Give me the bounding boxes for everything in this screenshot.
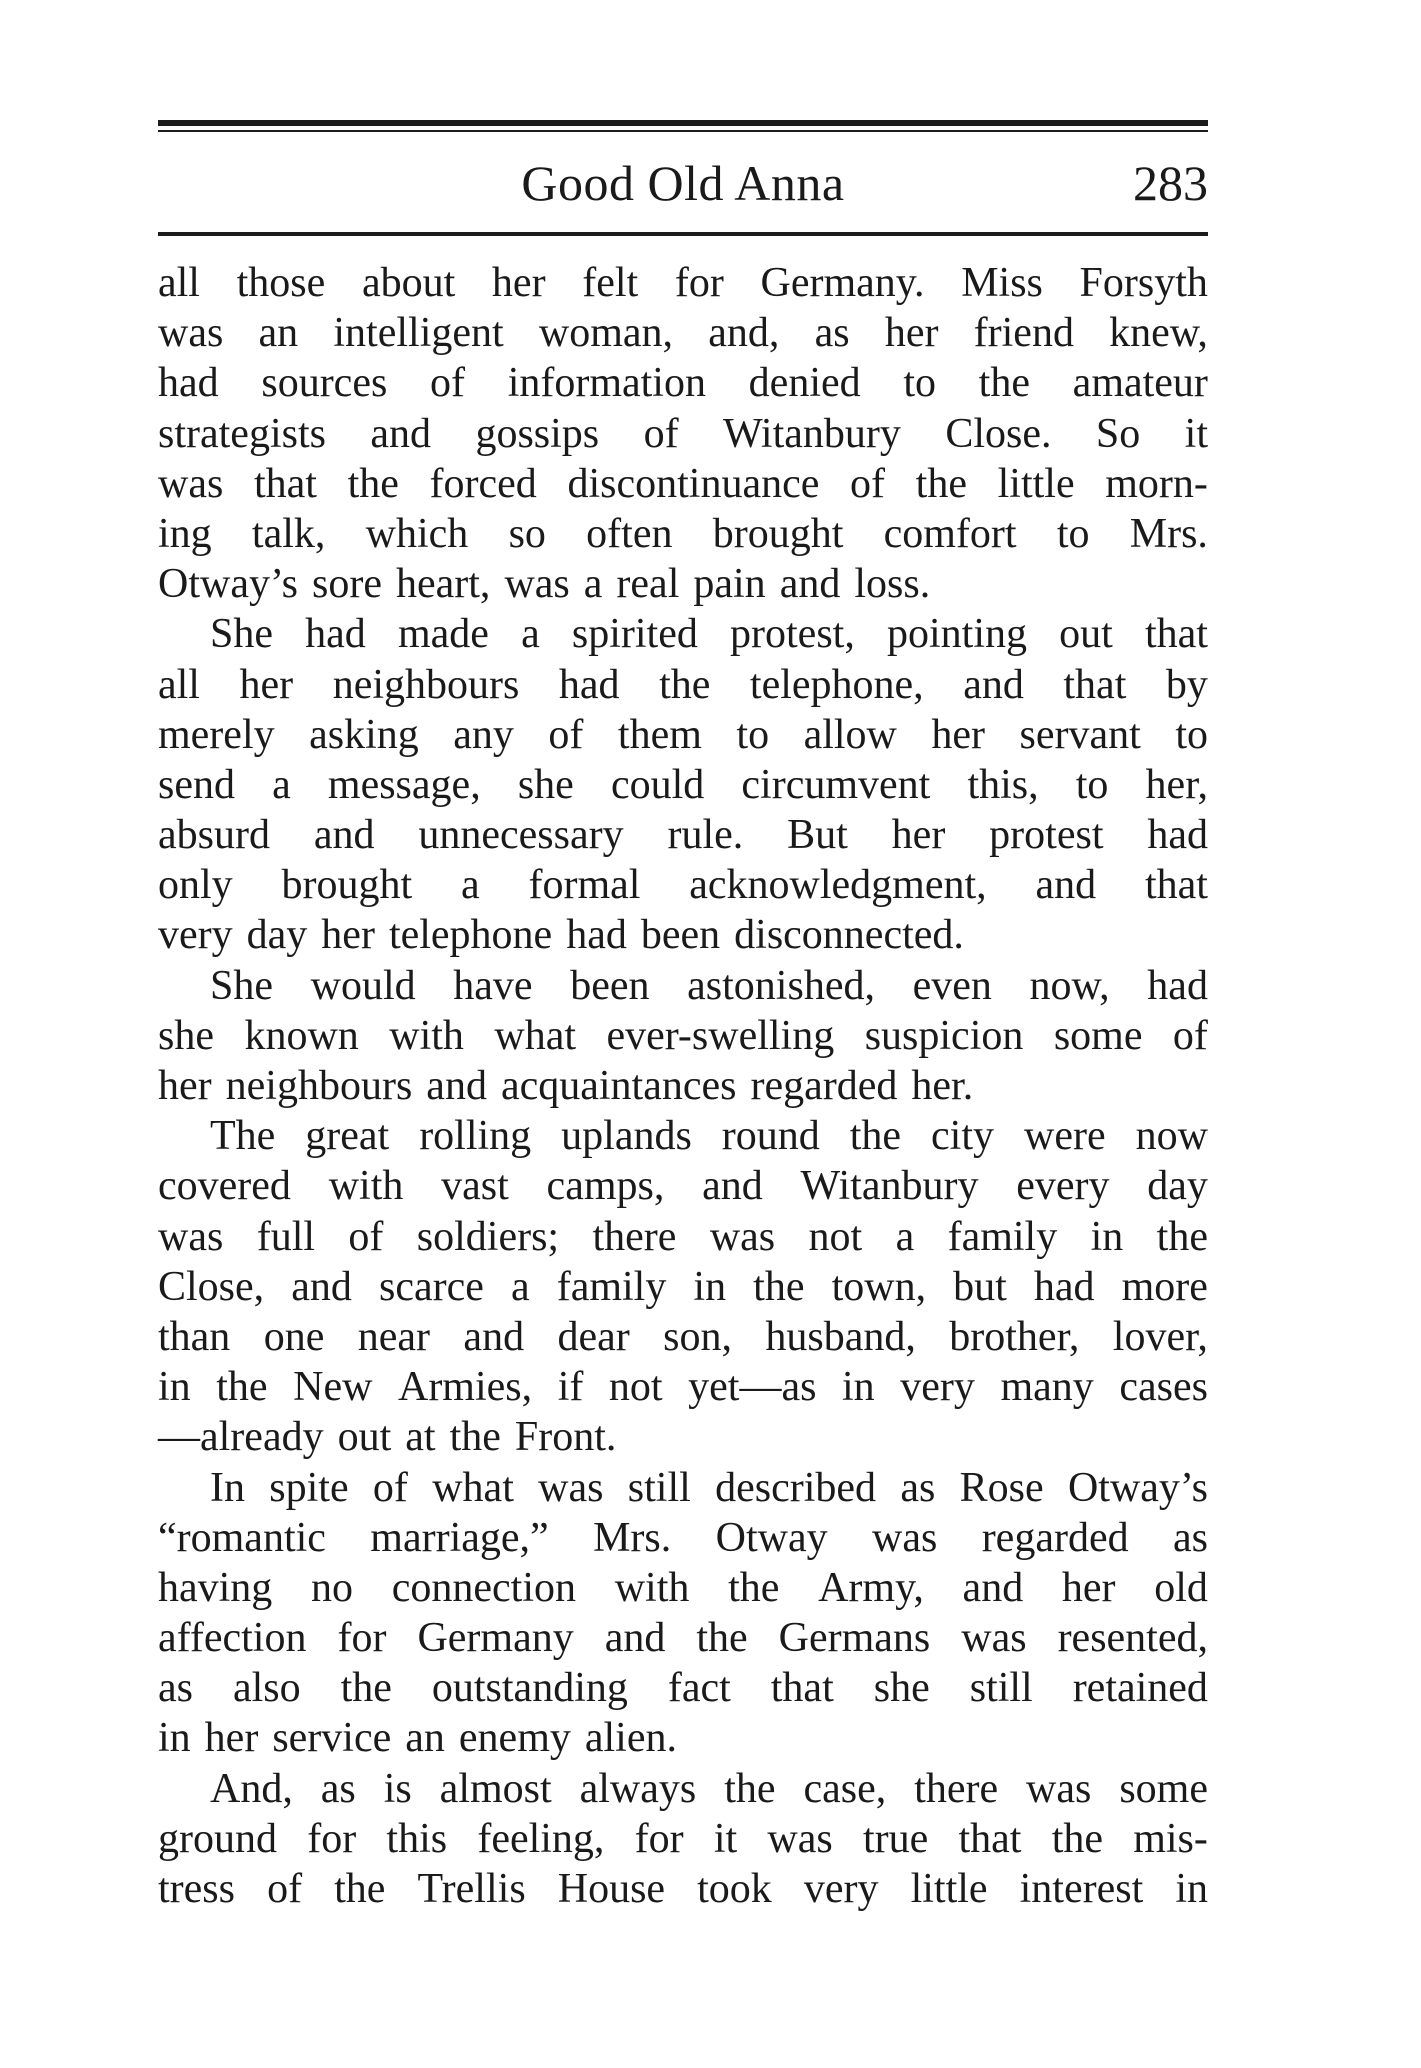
text-line: was an intelligent woman, and, as her friend knew, — [158, 310, 1208, 357]
header-rule-bottom — [158, 232, 1208, 236]
text-line: She would have been astonished, even now, had — [210, 962, 1208, 1009]
paragraph — [158, 961, 1208, 1112]
text-line: Close, and scarce a family in the town, but had more — [158, 1263, 1208, 1310]
text-line: strategists and gossips of Witanbury Close. So it — [158, 410, 1208, 457]
paragraph — [158, 609, 1208, 960]
paragraph — [158, 258, 1208, 609]
text-line: having no connection with the Army, and her old — [158, 1564, 1208, 1611]
text-line: her neighbours and acquaintances regarded her. — [158, 1063, 974, 1109]
text-line: in the New Armies, if not yet—as in very many cases — [158, 1364, 1208, 1411]
text-line: merely asking any of them to allow her servant to — [158, 711, 1208, 758]
text-line: In spite of what was still described as Rose Otway’s — [210, 1464, 1208, 1511]
text-line: was that the forced discontinuance of the little morn- — [158, 460, 1208, 507]
paragraph — [158, 1764, 1208, 1915]
text-line: than one near and dear son, husband, brother, lover, — [158, 1313, 1208, 1360]
text-line: ing talk, which so often brought comfort to Mrs. — [158, 510, 1208, 557]
text-line: as also the outstanding fact that she still retained — [158, 1665, 1208, 1712]
text-line: only brought a formal acknowledgment, and that — [158, 862, 1208, 909]
header-rule-thin — [158, 130, 1208, 132]
text-line: was full of soldiers; there was not a family in the — [158, 1213, 1208, 1260]
paragraph — [158, 1463, 1208, 1764]
text-line: affection for Germany and the Germans was resented, — [158, 1615, 1208, 1662]
text-line: The great rolling uplands round the city were now — [210, 1113, 1208, 1160]
paragraph — [158, 1111, 1208, 1462]
text-line: she known with what ever-swelling suspicion some of — [158, 1012, 1208, 1059]
text-line: covered with vast camps, and Witanbury every day — [158, 1163, 1208, 1210]
running-title: Good Old Anna — [521, 155, 845, 211]
text-line: Otway’s sore heart, was a real pain and loss. — [158, 561, 931, 608]
text-line: —already out at the Front. — [158, 1414, 617, 1461]
page-number: 283 — [1133, 155, 1208, 211]
text-line: very day her telephone had been disconnected. — [158, 912, 964, 959]
text-line: absurd and unnecessary rule. But her protest had — [158, 812, 1208, 859]
text-line: And, as is almost always the case, there was some — [210, 1765, 1208, 1812]
text-line: tress of the Trellis House took very little interest in — [158, 1866, 1208, 1912]
text-line: in her service an enemy alien. — [158, 1715, 677, 1762]
text-line: all those about her felt for Germany. Miss Forsyth — [158, 260, 1208, 306]
text-line: send a message, she could circumvent this, to her, — [158, 761, 1208, 808]
text-line: ground for this feeling, for it was true that the mis- — [158, 1815, 1208, 1862]
text-line: had sources of information denied to the amateur — [158, 360, 1208, 407]
header-rule-thick — [158, 120, 1208, 126]
running-head — [158, 148, 1208, 218]
text-line: all her neighbours had the telephone, and that by — [158, 661, 1208, 708]
text-line: “romantic marriage,” Mrs. Otway was regarded as — [158, 1514, 1208, 1561]
body-text — [158, 258, 1208, 1914]
text-line: She had made a spirited protest, pointing out that — [210, 611, 1208, 658]
